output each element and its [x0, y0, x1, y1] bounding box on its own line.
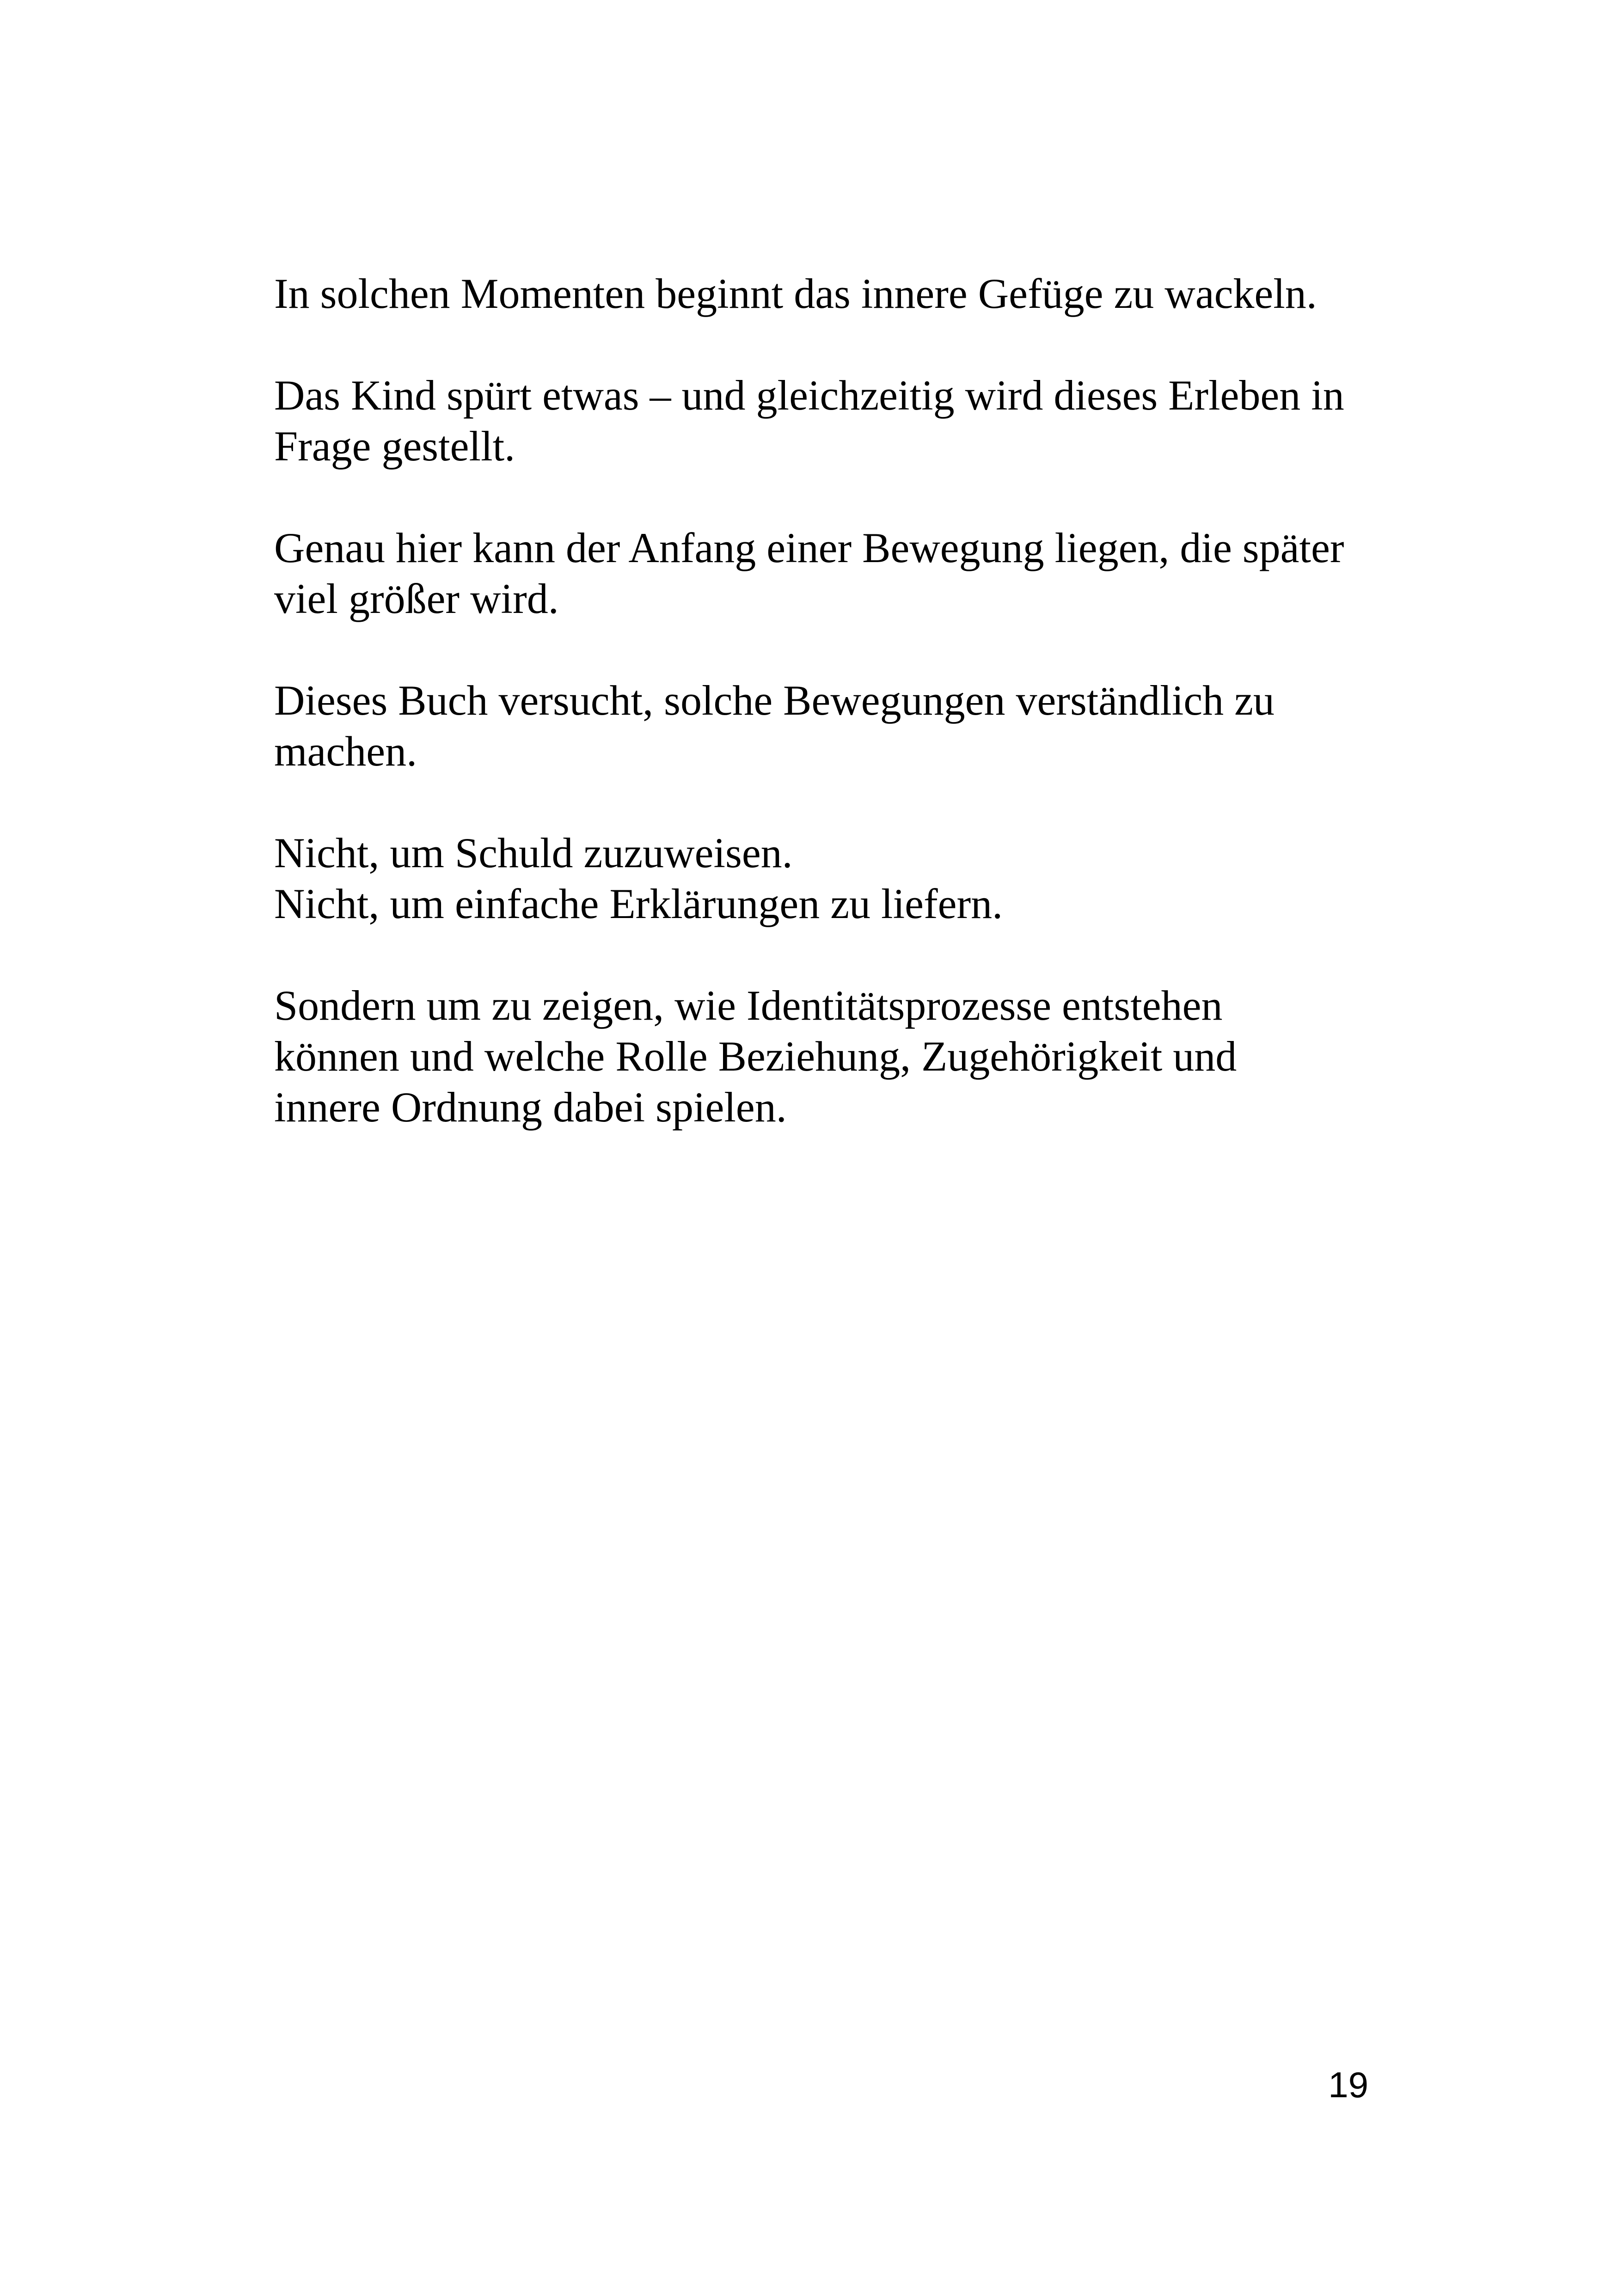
text-line: machen. — [274, 728, 417, 775]
text-line: Nicht, um einfache Erklärungen zu liefern. — [274, 880, 1003, 927]
paragraph-4 — [274, 675, 1393, 777]
paragraph-2 — [274, 370, 1393, 471]
text-line: innere Ordnung dabei spielen. — [274, 1084, 787, 1131]
text-line: Dieses Buch versucht, solche Bewegungen verständlich zu — [274, 677, 1275, 724]
text-line: Das Kind spürt etwas – und gleichzeitig wird dieses Erleben in — [274, 372, 1344, 419]
text-line: Frage gestellt. — [274, 422, 515, 470]
text-line: können und welche Rolle Beziehung, Zugehörigkeit und — [274, 1033, 1237, 1080]
text-line: In solchen Momenten beginnt das innere Gefüge zu wackeln. — [274, 270, 1317, 317]
body-text — [274, 268, 1393, 1183]
page-number: 19 — [1328, 2064, 1368, 2105]
text-line: Sondern um zu zeigen, wie Identitätsprozesse entstehen — [274, 982, 1223, 1029]
paragraph-6 — [274, 980, 1393, 1133]
paragraph-5 — [274, 827, 1393, 929]
paragraph-1 — [274, 268, 1393, 319]
paragraph-3 — [274, 522, 1393, 624]
text-line: viel größer wird. — [274, 575, 559, 622]
text-line: Genau hier kann der Anfang einer Bewegung liegen, die später — [274, 524, 1344, 571]
text-line: Nicht, um Schuld zuzuweisen. — [274, 829, 793, 876]
